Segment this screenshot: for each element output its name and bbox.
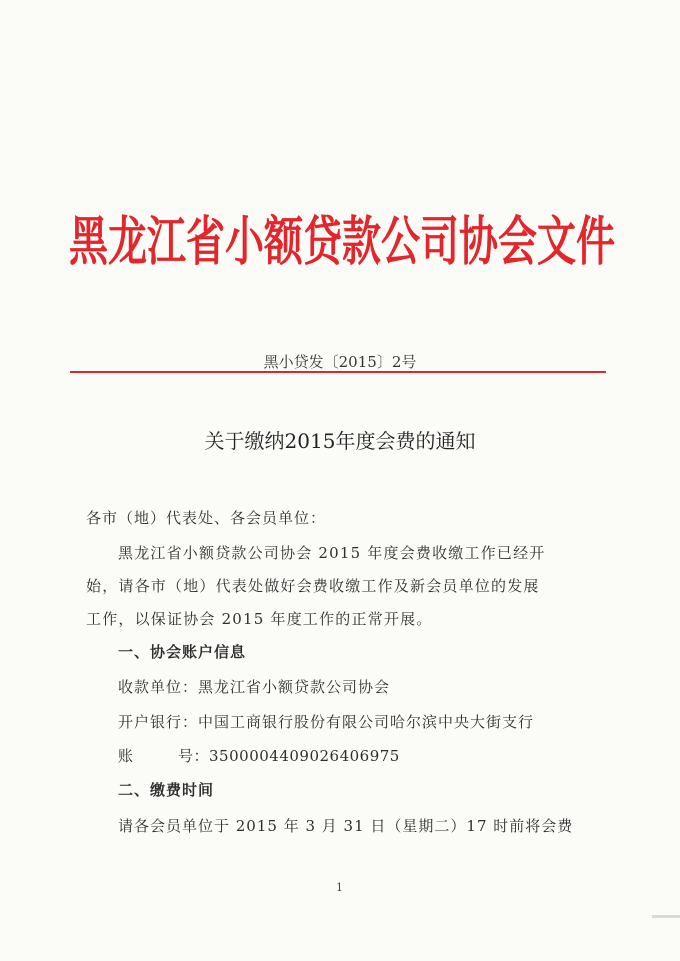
account-number-label-part-1: 账 — [118, 747, 135, 765]
section-2-heading: 二、缴费时间 — [118, 781, 215, 799]
paragraph-2-line-1: 请各会员单位于 2015 年 3 月 31 日（星期二）17 时前将会费 — [118, 817, 574, 835]
paragraph-1-line-1: 黑龙江省小额贷款公司协会 2015 年度会费收缴工作已经开 — [118, 544, 546, 562]
notice-title: 关于缴纳2015年度会费的通知 — [204, 429, 476, 453]
account-number-value: 3500004409026406975 — [209, 747, 400, 765]
red-separator-rule — [70, 371, 606, 373]
document-number: 黑小贷发〔2015〕2号 — [263, 353, 417, 371]
page-number: 1 — [336, 881, 343, 894]
salutation: 各市（地）代表处、各会员单位： — [86, 509, 327, 527]
issuer-header-title: 黑龙江省小额贷款公司协会文件 — [68, 210, 615, 273]
account-number-label-part-2: 号： — [178, 747, 210, 765]
paragraph-1-line-3: 工作，以保证协会 2015 年度工作的正常开展。 — [86, 610, 433, 628]
section-1-heading: 一、协会账户信息 — [118, 643, 247, 661]
scan-edge-mark — [652, 915, 680, 918]
account-bank: 开户银行：中国工商银行股份有限公司哈尔滨中央大街支行 — [118, 713, 535, 731]
account-payee: 收款单位：黑龙江省小额贷款公司协会 — [118, 678, 391, 696]
account-number-row — [118, 745, 400, 766]
paragraph-1-line-2: 始，请各市（地）代表处做好会费收缴工作及新会员单位的发展 — [86, 577, 540, 595]
